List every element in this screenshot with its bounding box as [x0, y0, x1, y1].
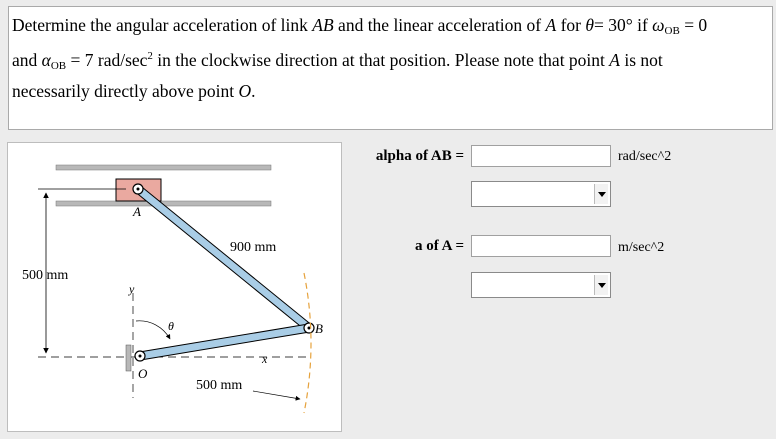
upper-rail: [56, 165, 271, 170]
accel-unit: m/sec^2: [618, 240, 665, 255]
dimension-900-label: 900 mm: [230, 240, 277, 255]
text: A: [609, 50, 620, 70]
dimension-500-link-label: 500 mm: [196, 378, 243, 393]
text: OB: [50, 60, 67, 72]
text: is not: [619, 50, 663, 70]
text: ω: [652, 15, 665, 35]
label-y: y: [129, 282, 135, 296]
alpha-label: alpha of AB =: [375, 148, 464, 164]
alpha-unit: rad/sec^2: [618, 149, 672, 164]
text: and: [12, 50, 42, 70]
text: in the clockwise direction at that position. Please note that point: [152, 50, 610, 70]
text: Determine the angular acceleration of link: [12, 15, 313, 35]
text: for: [556, 15, 586, 35]
dimension-500-vertical-label: 500 mm: [22, 268, 69, 283]
text: and the linear acceleration of: [333, 15, 546, 35]
text: necessarily directly above point: [12, 81, 239, 101]
label-B: B: [315, 321, 323, 336]
wall-support: [126, 345, 131, 371]
alpha-direction-select[interactable]: [471, 181, 611, 207]
problem-statement: [8, 6, 773, 130]
text: 2: [147, 50, 153, 62]
text: O: [238, 81, 252, 101]
accel-input[interactable]: [471, 235, 611, 257]
label-A: A: [133, 204, 141, 219]
text: AB: [312, 15, 334, 35]
accel-label: a of A =: [415, 238, 464, 254]
label-x: x: [262, 352, 268, 366]
label-O: O: [138, 366, 148, 381]
text: = 0: [679, 15, 708, 35]
chevron-down-icon[interactable]: [594, 275, 608, 295]
text: = 30° if: [593, 15, 653, 35]
text: α: [41, 50, 51, 70]
label-theta: θ: [168, 319, 174, 333]
accel-direction-select[interactable]: [471, 272, 611, 298]
text: .: [251, 81, 256, 101]
dimension-arrow: [253, 391, 300, 399]
mechanism-diagram: [8, 143, 341, 431]
text: θ: [585, 15, 594, 35]
text: A: [545, 15, 557, 35]
path-of-B: [304, 273, 311, 413]
theta-arc: [136, 321, 170, 339]
chevron-down-icon[interactable]: [594, 184, 608, 204]
mechanism-figure: [7, 142, 342, 432]
alpha-input[interactable]: [471, 145, 611, 167]
text: OB: [664, 25, 680, 37]
text: = 7 rad/sec: [66, 50, 148, 70]
